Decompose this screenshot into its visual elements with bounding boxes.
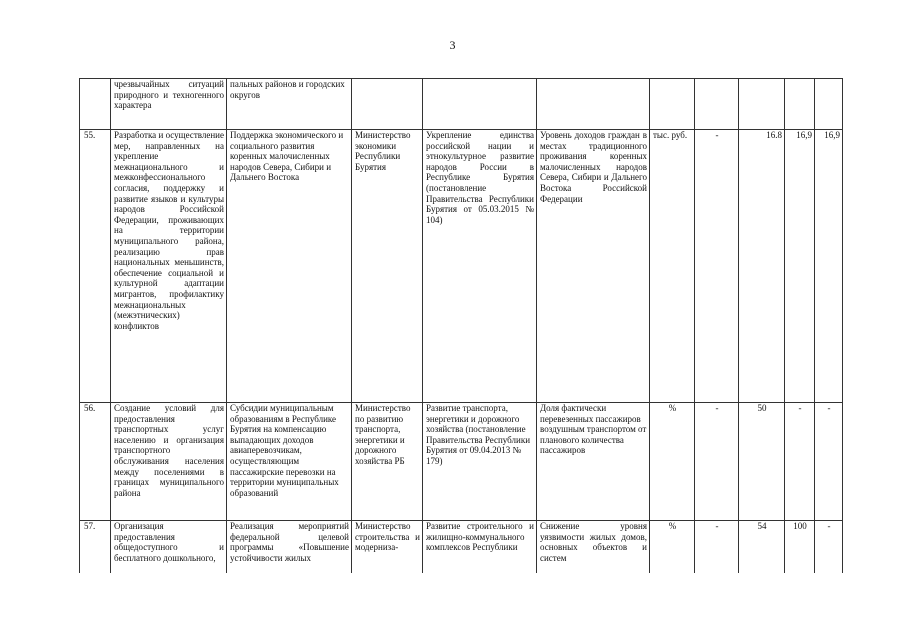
cell-num (80, 79, 111, 130)
table-row (80, 403, 843, 521)
cell-event: Создание условий для предоставления транспортных услуг населению и организация транспортного обслуживания населения между поселениями в границах муниципального района (111, 403, 227, 521)
cell-indicator: Доля фактически перевезенных пассажиров воздушным транспортом от планового количества пассажиров (537, 403, 650, 521)
cell-num: 56. (80, 403, 111, 521)
cell-event: Организация предоставления общедоступного и бесплатного дошкольного, (111, 521, 227, 574)
cell-value-3: 16,9 (785, 130, 815, 403)
cell-value-2 (739, 79, 785, 130)
cell-value-3 (785, 79, 815, 130)
cell-program: Развитие транспорта, энергетики и дорожного хозяйства (постановление Правительства Республики Бурятия от 09.04.2013 № 179) (423, 403, 537, 521)
cell-unit (650, 79, 695, 130)
cell-value-2: 54 (739, 521, 785, 574)
cell-value-1: - (695, 130, 739, 403)
cell-unit: % (650, 403, 695, 521)
cell-measure: Поддержка экономического и социального развития коренных малочисленных народов Севера, Сибири и Дальнего Востока (227, 130, 352, 403)
table-row (80, 130, 843, 403)
cell-value-4 (815, 79, 843, 130)
cell-value-3: 100 (785, 521, 815, 574)
cell-ministry: Министерство строительства и модерниза- (352, 521, 423, 574)
cell-value-2: 16.8 (739, 130, 785, 403)
cell-value-4: - (815, 403, 843, 521)
cell-unit: тыс. руб. (650, 130, 695, 403)
cell-ministry (352, 79, 423, 130)
cell-event: Разработка и осуществление мер, направленных на укрепление межнационального и межконфессионального согласия, поддержку и развитие языков и культуры народов Российской Федерации, проживающих на территории муниципального района, реализацию прав национальных меньшинств, обеспечение социальной и культурной адаптации мигрантов, профилактику межнациональных (межэтнических) конфликтов (111, 130, 227, 403)
cell-program (423, 79, 537, 130)
cell-event: чрезвычайных ситуаций природного и техногенного характера (111, 79, 227, 130)
cell-measure: пальных районов и городских округов (227, 79, 352, 130)
cell-value-1: - (695, 521, 739, 574)
table-row (80, 521, 843, 574)
cell-unit: % (650, 521, 695, 574)
cell-value-4: 16,9 (815, 130, 843, 403)
cell-measure: Субсидии муниципальным образованиям в Республике Бурятия на компенсацию выпадающих доходов авиаперевозчикам, осуществляющим пассажирские перевозки на территории муниципальных образований (227, 403, 352, 521)
cell-value-2: 50 (739, 403, 785, 521)
cell-program: Развитие строительного и жилищно-коммунального комплексов Республики (423, 521, 537, 574)
cell-ministry: Министерство экономики Республики Бурятия (352, 130, 423, 403)
cell-program: Укрепление единства российской нации и этнокультурное развитие народов России в Республике Бурятия (постановление Правительства Республики Бурятия от 05.03.2015 № 104) (423, 130, 537, 403)
page-number: 3 (449, 38, 456, 52)
cell-ministry: Министерство по развитию транспорта, энергетики и дорожного хозяйства РБ (352, 403, 423, 521)
cell-num: 57. (80, 521, 111, 574)
table-row-continuation (80, 79, 843, 130)
cell-value-1 (695, 79, 739, 130)
measures-table (79, 78, 843, 573)
cell-indicator: Снижение уровня уязвимости жилых домов, основных объектов и систем (537, 521, 650, 574)
cell-value-1: - (695, 403, 739, 521)
cell-measure: Реализация мероприятий федеральной целевой программы «Повышение устойчивости жилых (227, 521, 352, 574)
cell-num: 55. (80, 130, 111, 403)
cell-value-4: - (815, 521, 843, 574)
cell-indicator (537, 79, 650, 130)
cell-value-3: - (785, 403, 815, 521)
cell-indicator: Уровень доходов граждан в местах традиционного проживания коренных малочисленных народов Севера, Сибири и Дальнего Востока Российской Федерации (537, 130, 650, 403)
